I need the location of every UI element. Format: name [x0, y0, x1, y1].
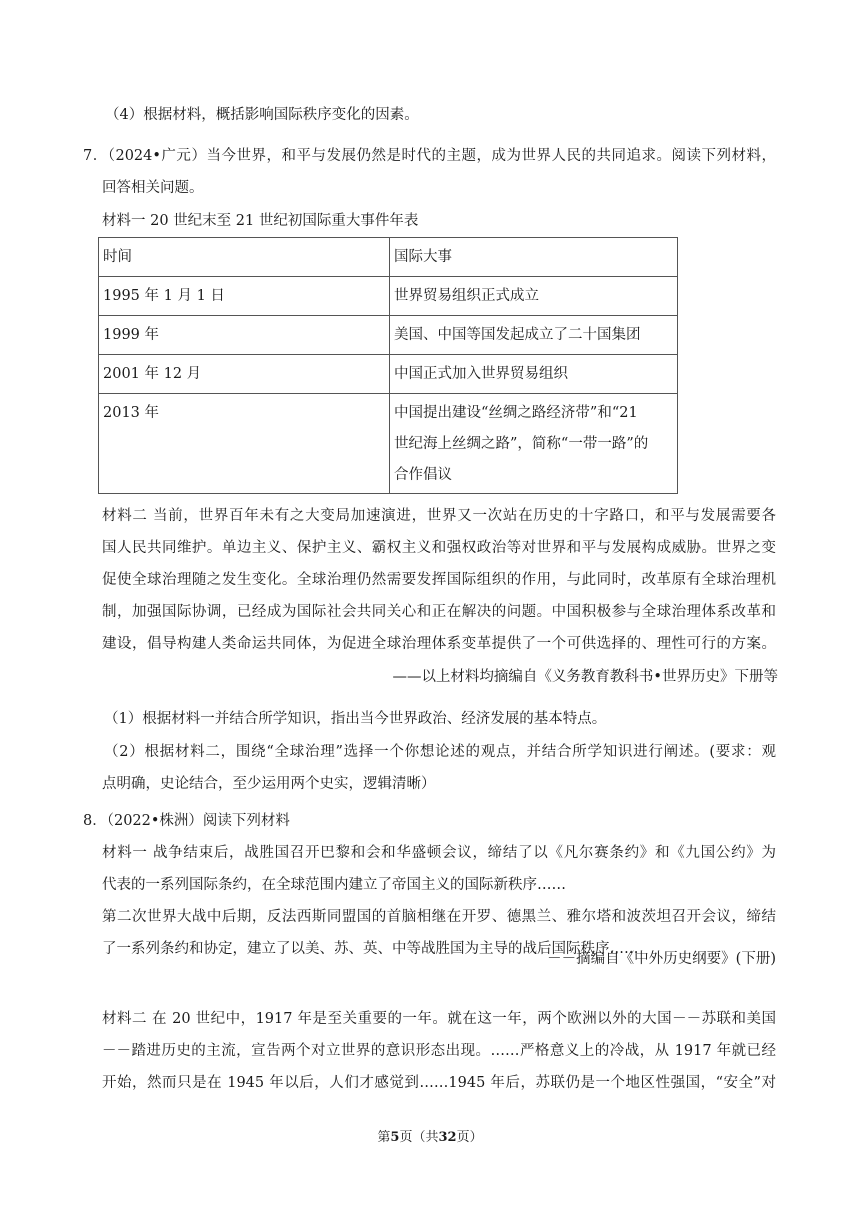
table-header-event: 国际大事: [390, 238, 678, 277]
footer-total-pages: 32: [438, 1130, 457, 1145]
q8-material1-line: 了一系列条约和协定，建立了以美、苏、英、中等战胜国为主导的战后国际秩序……: [102, 941, 639, 957]
table-row: [99, 355, 678, 394]
table-row: [99, 316, 678, 355]
q7-sub2-line2: 点明确，史论结合，至少运用两个史实，逻辑清晰）: [102, 776, 436, 792]
q8-source: －－摘编自《中外历史纲要》(下册): [547, 951, 776, 967]
q7-sub2-line1: （2）根据材料二，围绕“全球治理”选择一个你想论述的观点，并结合所学知识进行阐述。(要求：观: [104, 744, 776, 760]
event-line: 世纪海上丝绸之路”，简称“一带一路”的: [394, 436, 649, 452]
table-cell-time: 1995 年 1 月 1 日: [99, 277, 390, 316]
table-row: [99, 277, 678, 316]
table-cell-event: 中国正式加入世界贸易组织: [390, 355, 678, 394]
table-header-row: [99, 238, 678, 277]
table-cell-event: 世界贸易组织正式成立: [390, 277, 678, 316]
q7-material2-line: 材料二 当前，世界百年未有之大变局加速演进，世界又一次站在历史的十字路口，和平与发展需要各: [102, 508, 776, 524]
events-table: [98, 237, 678, 494]
table-header-time: 时间: [99, 238, 390, 277]
table-cell-event: [390, 394, 678, 494]
q7-source: ——以上材料均摘编自《义务教育教科书•世界历史》下册等: [392, 669, 778, 685]
table-cell-time: 1999 年: [99, 316, 390, 355]
table-cell-event: 美国、中国等国发起成立了二十国集团: [390, 316, 678, 355]
q8-material2-line: －－踏进历史的主流，宣告两个对立世界的意识形态出现。……严格意义上的冷战，从 1917 年就已经: [102, 1043, 776, 1059]
q7-sub1: （1）根据材料一并结合所学知识，指出当今世界政治、经济发展的基本特点。: [104, 711, 607, 727]
table-cell-time: 2013 年: [99, 394, 390, 494]
q7-material2-line: 制，加强国际协调，已经成为国际社会共同关心和正在解决的问题。中国积极参与全球治理体系改革和: [102, 604, 776, 620]
q8-material1-line: 代表的一系列国际条约，在全球范围内建立了帝国主义的国际新秩序……: [102, 877, 566, 893]
q8-material1-line: 第二次世界大战中后期，反法西斯同盟国的首脑相继在开罗、德黑兰、雅尔塔和波茨坦召开会议，缔结: [102, 909, 776, 925]
q8-stem: 8．（2022•株洲）阅读下列材料: [83, 813, 290, 829]
footer-pre: 第: [377, 1130, 391, 1145]
q6-sub4: （4）根据材料，概括影响国际秩序变化的因素。: [105, 107, 419, 123]
event-line: 合作倡议: [394, 467, 452, 483]
q7-material2-line: 促使全球治理随之发生变化。全球治理仍然需要发挥国际组织的作用，与此同时，改革原有全球治理机: [102, 572, 776, 588]
footer-post: 页）: [456, 1130, 483, 1145]
page-footer: [0, 1129, 860, 1147]
q7-material2-line: 建设，倡导构建人类命运共同体，为促进全球治理体系变革提供了一个可供选择的、理性可行的方案。: [102, 636, 776, 652]
footer-page-number: 5: [390, 1130, 400, 1145]
q8-material2-line: 材料二 在 20 世纪中，1917 年是至关重要的一年。就在这一年，两个欧洲以外的大国－－苏联和美国: [102, 1011, 776, 1027]
q7-material1-title: 材料一 20 世纪末至 21 世纪初国际重大事件年表: [102, 213, 419, 229]
q8-material1-line: 材料一 战争结束后，战胜国召开巴黎和会和华盛顿会议，缔结了以《凡尔赛条约》和《九国公约》为: [102, 845, 776, 861]
footer-mid: 页（共: [399, 1130, 439, 1145]
q7-stem-line2: 回答相关问题。: [102, 180, 204, 196]
table-row: [99, 394, 678, 494]
event-line: 中国提出建设“丝绸之路经济带”和“21: [394, 405, 638, 421]
q7-material2-line: 国人民共同维护。单边主义、保护主义、霸权主义和强权政治等对世界和平与发展构成威胁。世界之变: [102, 540, 776, 556]
q8-material2-line: 开始，然而只是在 1945 年以后，人们才感觉到……1945 年后，苏联仍是一个地区性强国，“安全”对: [102, 1075, 776, 1091]
table-cell-time: 2001 年 12 月: [99, 355, 390, 394]
q7-stem-line1: 7．（2024•广元）当今世界，和平与发展仍然是时代的主题，成为世界人民的共同追求。阅读下列材料，: [83, 148, 776, 164]
